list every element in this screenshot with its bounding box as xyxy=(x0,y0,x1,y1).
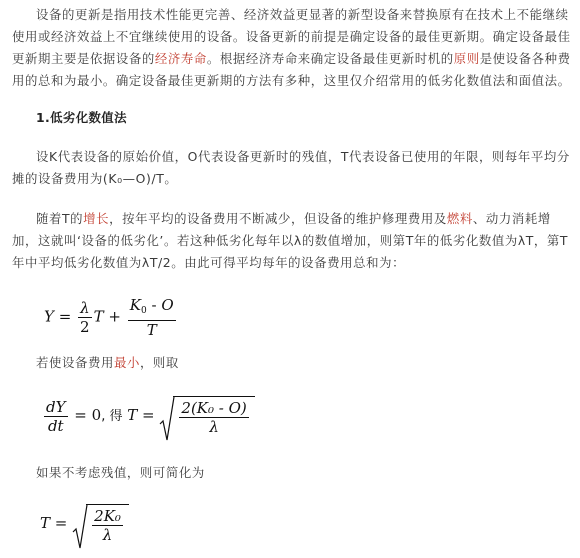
formula1-lhs: Y xyxy=(44,307,54,326)
formula-annual-cost xyxy=(44,296,178,339)
formula1-plus: + xyxy=(108,307,121,326)
formula2-eq1: = xyxy=(74,406,87,424)
link-growth[interactable]: 增长 xyxy=(83,211,110,226)
link-principle[interactable]: 原则 xyxy=(453,51,480,66)
deterioration-text-1: 随着T的 xyxy=(36,211,84,226)
minimize-text-2: ，则取 xyxy=(139,355,179,370)
formula2-frac-d xyxy=(44,398,68,435)
formula1-lambda: λ xyxy=(78,299,92,318)
minimize-paragraph xyxy=(12,352,574,374)
formula2-t: T xyxy=(127,406,138,424)
formula3-eq: = xyxy=(54,514,68,532)
intro-text-1: 设备的更新是指用技术性能更完善、经济效益更显著的新型设备来替换原有在技术上不能继续使用或经济效益上不宜继续使用的设备。设备更新的前提是确定设备的最佳更新期。确定设备最佳更新期主要是依据设备的 xyxy=(12,7,571,66)
definition-paragraph: 设K代表设备的原始价值，O代表设备更新时的残值，T代表设备已使用的年限，则每年平均分摊的设备费用为(K₀—O)/T。 xyxy=(12,149,570,186)
formula2-zero: 0 xyxy=(91,406,102,424)
formula1-numerator xyxy=(128,296,176,321)
formula3-radicand xyxy=(86,504,129,544)
formula2-frac-inner xyxy=(179,399,248,436)
formula2-de: , 得 xyxy=(101,409,123,424)
link-minimum[interactable]: 最小 xyxy=(113,355,140,370)
formula1-t2: T xyxy=(146,321,157,339)
deterioration-text-3: 、动力消耗增加，这就叫‘设备的低劣化’。若这种低劣化每年以λ的数值增加，则第T年的低劣化数值为λT，第T年中平均低劣化数值为λT/2。由此可得平均每年的设备费用总和为： xyxy=(12,211,569,270)
formula1-k-sub: 0 xyxy=(140,306,147,316)
formula3-t: T xyxy=(40,514,51,532)
radical-sign-icon xyxy=(72,504,88,550)
formula1-o: O xyxy=(161,296,174,314)
formula2-den: λ xyxy=(209,418,219,436)
formula2-dt: dt xyxy=(47,416,64,435)
intro-paragraph xyxy=(12,4,574,92)
deterioration-text-2: ，按年平均的设备费用不断减少，但设备的维护修理费用及 xyxy=(109,211,447,226)
formula2-sqrt xyxy=(159,396,254,436)
formula-simplified xyxy=(40,504,129,544)
formula1-t1: T xyxy=(93,307,104,326)
formula3-num: 2K₀ xyxy=(94,507,121,525)
formula3-sqrt xyxy=(72,504,129,544)
formula2-num: 2(K₀ - O) xyxy=(181,399,247,417)
link-fuel[interactable]: 燃料 xyxy=(446,211,473,226)
formula2-radicand xyxy=(173,396,254,436)
formula1-k: K xyxy=(129,296,141,314)
formula1-two: 2 xyxy=(80,318,90,336)
minimize-text-1: 若使设备费用 xyxy=(36,355,114,370)
deterioration-paragraph xyxy=(12,208,574,274)
formula3-frac-inner xyxy=(92,507,123,544)
formula1-minus: - xyxy=(151,296,157,314)
formula2-eq2: = xyxy=(142,406,155,424)
formula2-dy: dY xyxy=(46,397,66,416)
formula1-frac-lambda xyxy=(78,299,92,336)
formula3-den: λ xyxy=(102,526,113,544)
formula1-frac-k xyxy=(128,296,176,339)
intro-text-3: 是使设备各种费用的总和为最小。确定设备最佳更新期的方法有多种，这里仅介绍常用的低劣化数值法和面值法。 xyxy=(12,51,571,88)
link-economic-life[interactable]: 经济寿命 xyxy=(154,51,207,66)
simplify-paragraph: 如果不考虑残值，则可简化为 xyxy=(36,465,205,480)
intro-text-2: 。根据经济寿命来确定设备最佳更新时机的 xyxy=(206,51,454,66)
section-heading: 1.低劣化数值法 xyxy=(36,110,127,125)
radical-sign-icon xyxy=(159,396,175,442)
formula-derivative xyxy=(42,396,255,436)
formula1-eq: = xyxy=(58,307,72,326)
